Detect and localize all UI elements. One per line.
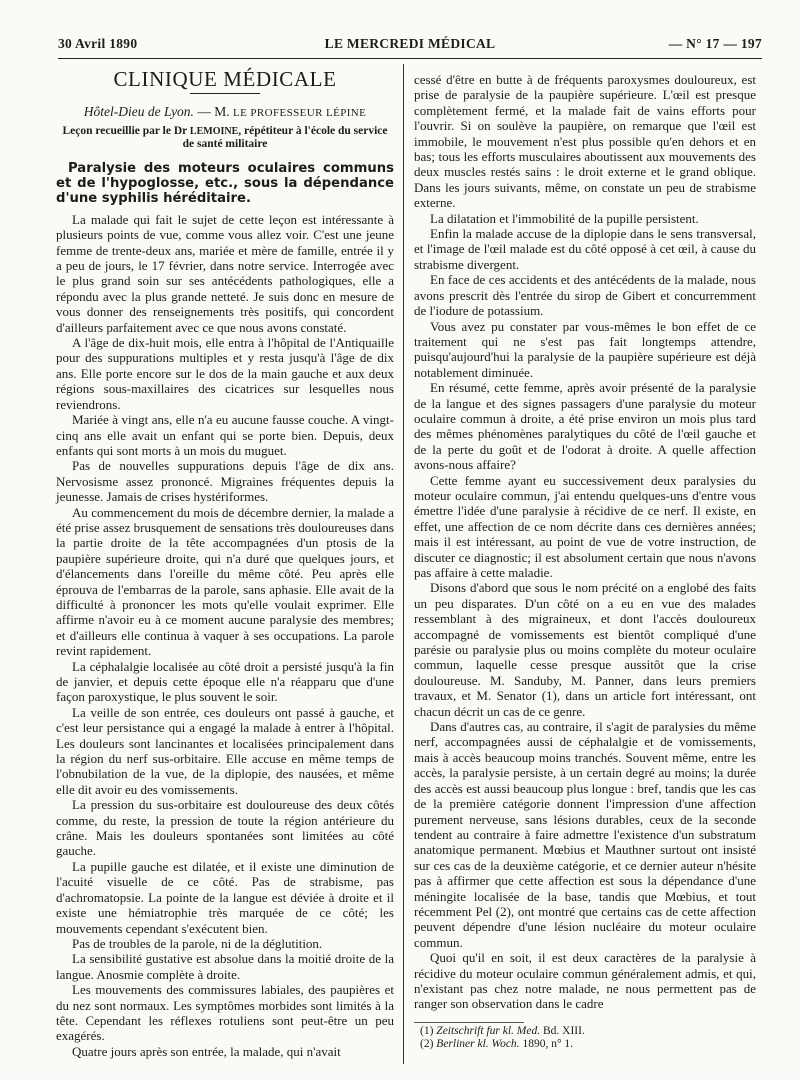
paragraph: cessé d'être en butte à de fréquents paroxysmes douloureux, est prise de paralysie de la paupière supérieure. L'œil est presque complètement fermé, et la malade fait de vains efforts pour l'ouvrir. Si on soulève la paupière, on remarque que l'œil est immobile, le mouvement n'est plus possible qu'en dehors et en bas; tous les efforts musculaires aboutissent aux mouvements des deux muscles restés sains : le droit externe et le grand oblique. Dans les jours suivants, même, on constate un peu de strabisme externe. <box>414 72 756 211</box>
lecture-name: LEMOINE <box>189 125 239 137</box>
paragraph: La pression du sus-orbitaire est douloureuse des deux côtés comme, du reste, la pression de toute la région antérieure du crâne. Mais les douleurs spontanées sont limitées au côté gauche. <box>56 797 394 859</box>
paragraph: Quatre jours après son entrée, la malade, qui n'avait <box>72 1043 341 1059</box>
issue-date: 30 Avril 1890 <box>58 36 138 51</box>
hospital-place: Hôtel-Dieu de Lyon. <box>83 104 194 120</box>
footnote-number: (1) <box>420 1024 437 1037</box>
lecture-prefix: Leçon recueillie par le Dr <box>62 124 190 137</box>
footnote-reference: Berliner kl. Woch. <box>436 1038 520 1051</box>
page-number: — N° 17 — 197 <box>668 36 762 51</box>
paragraph: Quoi qu'il en soit, il est deux caractères de la paralysie à récidive du moteur oculaire commun généralement admis, et qui, n'existant pas chez notre malade, ne nous permettent pas de ranger son observation dans le cadre <box>414 950 756 1012</box>
footnote <box>420 1038 756 1052</box>
footnote-detail: 1890, n° 1. <box>519 1038 574 1051</box>
professor-name: LE PROFESSEUR LÉPINE <box>232 107 367 120</box>
paragraph: Pas de nouvelles suppurations depuis l'âge de dix ans. Nervosisme assez prononcé. Migraines fréquentes depuis la jeunesse. Jamais de crises hystériformes. <box>56 458 394 505</box>
paragraph: Dans d'autres cas, au contraire, il s'agit de paralysies du même nerf, accompagnées aussi de céphalalgie et de vomissements, mais à accès beaucoup moins tranchés. Souvent même, entre les accès, la paralysie persiste, à un certain degré au moins; la durée des accès est aussi beaucoup plus longue : bref, tandis que les cas de la première catégorie donnent l'impression d'une affection purement nerveuse, sans lésions durables, ceux de la seconde tendent au contraire à faire admettre l'existence d'un substratum anatomique permanent. Mœbius et Mauthner surtout ont insisté sur ces cas de la deuxième catégorie, et ce dernier auteur n'hésite pas à affirmer que cette affection est sous la dépendance d'une méningite localisée de la base, tandis que Mœbius, et tout récemment Pel (2), ont montré que certains cas de cette affection peuvent dépendre d'une lésion nucléaire du moteur oculaire commun. <box>414 719 756 950</box>
paragraph: Disons d'abord que sous le nom précité on a englobé des faits un peu disparates. D'un côté on a eu en vue des malades ressemblant à des migraineux, et dont l'accès douloureux accompagné de vomissements est bientôt compliqué d'une parésie ou paralysie plus ou moins complète du moteur oculaire commun, laquelle cesse presque aussitôt que la crise douloureuse. M. Sanduby, M. Panner, dans leurs premiers travaux, et M. Senator (1), dans un article fort intéressant, ont chacun décrit un cas de ce genre. <box>414 580 756 719</box>
footnote-number: (2) <box>420 1038 437 1051</box>
paragraph: En résumé, cette femme, après avoir présenté de la paralysie de la langue et des signes passagers d'une paralysie du moteur oculaire commun à droite, a été prise environ un mois plus tard des mêmes phénomènes paralytiques du côté de l'œil gauche et de la perte du goût et de l'odorat à droite. A quelle affection avons-nous affaire? <box>414 380 756 473</box>
paragraph: Vous avez pu constater par vous-mêmes le bon effet de ce traitement qui ne s'est pas fait longtemps attendre, puisqu'aujourd'hui la paralysie de la paupière supérieure est déjà notablement diminuée. <box>414 318 756 380</box>
paragraph: A l'âge de dix-huit mois, elle entra à l'hôpital de l'Antiquaille pour des suppurations multiples et y resta jusqu'à l'âge de dix ans. Elle porte encore sur le dos de la main gauche et aux deux régions sous-maxillaires des cicatrices sur lesquelles nous reviendrons. <box>56 335 394 412</box>
paragraph: Pas de troubles de la parole, ni de la déglutition. <box>72 935 323 951</box>
right-body <box>414 72 756 1012</box>
footnote-detail: Bd. XIII. <box>540 1024 585 1037</box>
lecture-credit <box>56 125 394 151</box>
paragraph: La dilatation et l'immobilité de la pupille persistent. <box>430 210 699 226</box>
running-header <box>58 36 762 59</box>
lecture-suffix: , répétiteur à l'école du service de santé militaire <box>182 124 388 150</box>
paragraph: Cette femme ayant eu successivement deux paralysies du moteur oculaire commun, j'ai entendu quelques-uns d'entre vous émettre l'idée d'une paralysie à récidive de ce nerf. Il existe, en effet, une affection de ce nom décrite dans ces dernières années; mais il est intéressant, au point de vue de votre instruction, de discuter ce diagnostic; il est absolument certain que nous n'avons pas affaire à cette maladie. <box>414 472 756 580</box>
paragraph: La pupille gauche est dilatée, et il existe une diminution de l'acuité visuelle de ce côté. Pas de strabisme, pas d'achromatopsie. La pointe de la langue est déviée à droite et il existe une hémiatrophie très marquée de ce côté; les mouvements cependant s'exécutent bien. <box>56 858 394 936</box>
right-column <box>414 72 756 1052</box>
left-body <box>56 212 394 1059</box>
paragraph: Enfin la malade accuse de la diplopie dans le sens transversal, et l'image de l'œil malade est du côté opposé à cet œil, à cause du strabisme divergent. <box>414 226 756 272</box>
footnotes <box>414 1025 756 1052</box>
column-divider <box>403 64 404 1064</box>
paragraph: En face de ces accidents et des antécédents de la malade, nous avons prescrit dès l'entrée du sirop de Gibert et concurremment de l'iodure de potassium. <box>414 272 756 319</box>
footnote-reference: Zeitschrift fur kl. Med. <box>436 1024 541 1037</box>
footnote <box>420 1025 756 1039</box>
section-title: CLINIQUE MÉDICALE <box>113 67 337 91</box>
journal-title: LE MERCREDI MÉDICAL <box>324 36 496 51</box>
paragraph: La céphalalgie localisée au côté droit a persisté jusqu'à la fin de janvier, et depuis cette époque elle n'a réapparu que d'une façon paroxystique, le plus souvent le soir. <box>56 658 394 705</box>
left-column <box>56 67 394 1059</box>
paragraph: Les mouvements des commissures labiales, des paupières et du nez sont normaux. Les symptômes morbides sont limités à la tête. Cependant les réflexes rotuliens sont peut-être un peu exagérés. <box>56 982 394 1044</box>
hospital-line <box>56 104 394 121</box>
paragraph: La malade qui fait le sujet de cette leçon est intéressante à plusieurs points de vue, comme vous allez voir. C'est une jeune femme de trente-deux ans, mariée et mère de famille, entrée il y a peu de jours, le 17 février, dans notre service. Interrogée avec le plus grand soin sur ses antécédents pathologiques, elle a répondu avec la plus grande netteté. Je suis donc en mesure de vous donner des renseignements très positifs, qui concordent d'ailleurs parfaitement avec ce que nous avons constaté. <box>56 211 394 335</box>
paragraph: La veille de son entrée, ces douleurs ont passé à gauche, et c'est leur persistance qui a engagé la malade à entrer à l'hôpital. Les douleurs sont lancinantes et localisées principalement dans la région du nerf sus-orbitaire. Elle accuse en même temps de l'obnubilation de la vue, de la diplopie, des nausées, et même elle dit avoir eu des vomissements. <box>56 704 394 797</box>
paragraph: La sensibilité gustative est absolue dans la moitié droite de la langue. Anosmie complète à droite. <box>56 951 394 982</box>
article-subtitle: Paralysie des moteurs oculaires communs et de l'hypoglosse, etc., sous la dépendance d'une syphilis héréditaire. <box>56 160 394 206</box>
paragraph: Mariée à vingt ans, elle n'a eu aucune fausse couche. A vingt-cinq ans elle avait un enfant qui se porte bien. Depuis, deux enfants qui sont morts à un mois du muguet. <box>56 412 394 458</box>
paragraph: Au commencement du mois de décembre dernier, la malade a été prise assez brusquement de sensations très douloureuses dans la partie droite de la tête accompagnées d'un ptosis de la paupière supérieure droite, qui n'a duré que quelques jours, et d'élancements dans l'oreille du même côté. Peu après elle éprouva de l'embarras de la parole, sans aphasie. Elle avait de la difficulté à prononcer les mots qu'elle voulait exprimer. Elle affirme n'avoir eu à ce moment aucune paralysie des membres; et d'ailleurs elle continua à vaquer à ses occupations. La parole revint rapidement. <box>56 504 394 659</box>
hospital-separator: — M. <box>193 104 233 120</box>
title-rule <box>190 93 260 94</box>
